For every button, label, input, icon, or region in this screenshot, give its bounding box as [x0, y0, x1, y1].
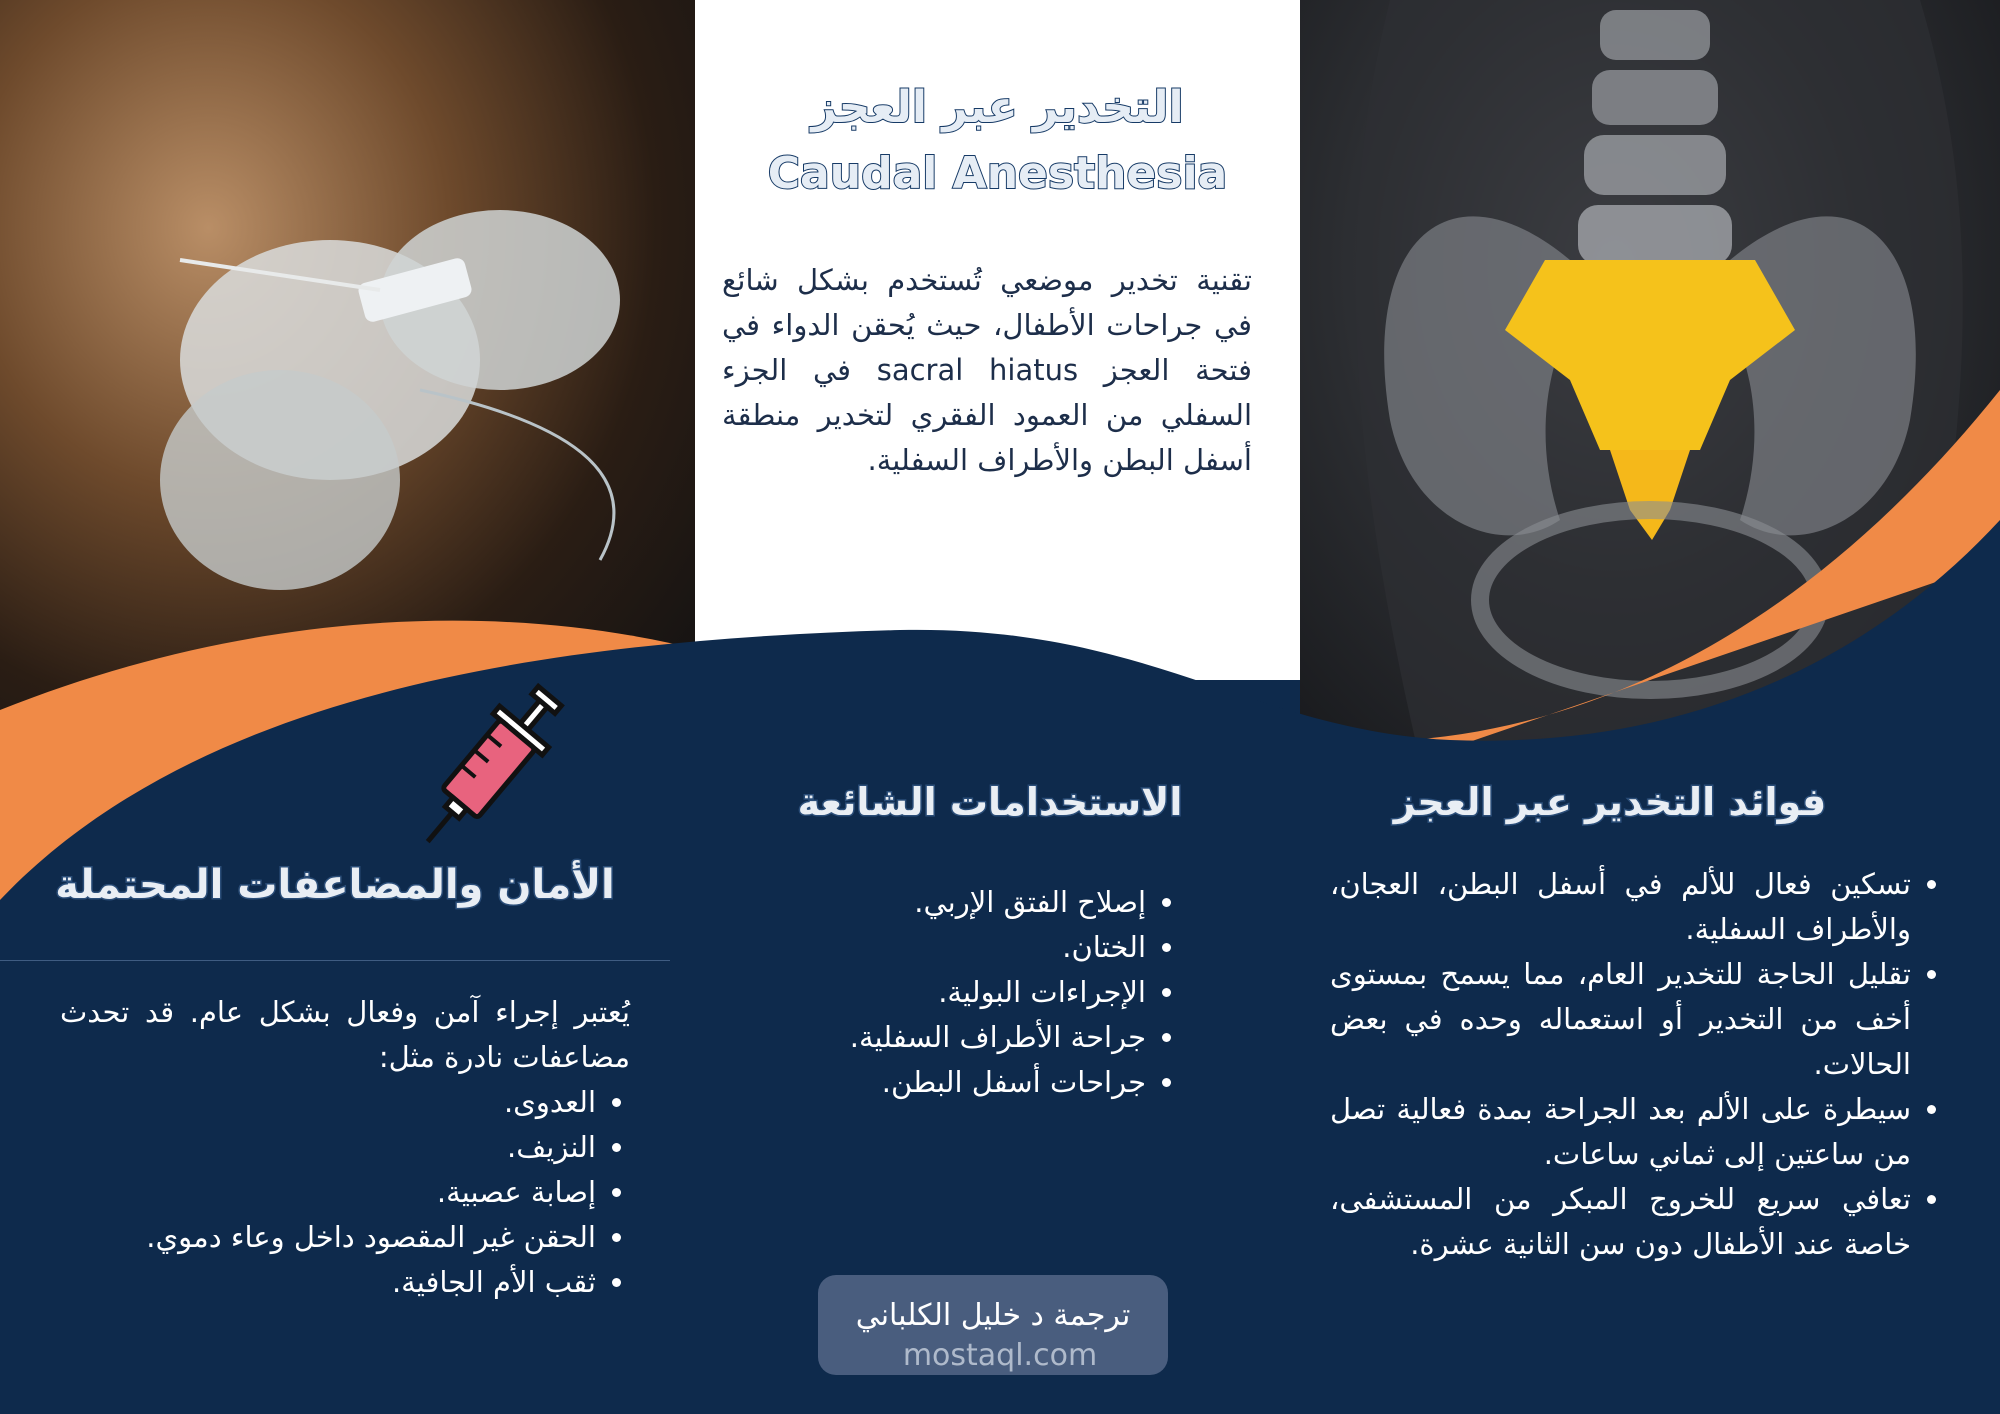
- uses-list: [820, 880, 1180, 1105]
- list-item: • العدوى.: [60, 1080, 596, 1125]
- uses-heading: الاستخدامات الشائعة: [797, 780, 1183, 824]
- list-item: • الحقن غير المقصود داخل وعاء دموي.: [60, 1215, 596, 1260]
- list-item: • جراحة الأطراف السفلية.: [820, 1015, 1146, 1060]
- syringe-icon: [405, 665, 580, 865]
- list-item: • تعافي سريع للخروج المبكر من المستشفى، خاصة عند الأطفال دون سن الثانية عشرة.: [1330, 1177, 1911, 1267]
- list-item: • سيطرة على الألم بعد الجراحة بمدة فعالية تصل من ساعتين إلى ثماني ساعات.: [1330, 1087, 1911, 1177]
- list-item: • تقليل الحاجة للتخدير العام، مما يسمح بمستوى أخف من التخدير أو استعماله وحده في بعض الحالات.: [1330, 952, 1911, 1087]
- safety-heading: الأمان والمضاعفات المحتملة: [55, 862, 615, 908]
- list-item: • ثقب الأم الجافية.: [60, 1260, 596, 1305]
- page-title-arabic: التخدير عبر العجز: [811, 82, 1184, 133]
- list-item: • الختان.: [820, 925, 1146, 970]
- list-item: • تسكين فعال للألم في أسفل البطن، العجان، والأطراف السفلية.: [1330, 862, 1911, 952]
- credit-text: ترجمة د خليل الكلباني: [855, 1298, 1131, 1333]
- intro-paragraph: تقنية تخدير موضعي تُستخدم بشكل شائع في جراحات الأطفال، حيث يُحقن الدواء في فتحة العجز sacral hiatus في الجزء السفلي من العمود الفقري لتخدير منطقة أسفل البطن والأطراف السفلية.: [722, 263, 1252, 477]
- section-divider: [0, 960, 670, 961]
- benefits-heading: فوائد التخدير عبر العجز: [1393, 780, 1827, 824]
- safety-intro: يُعتبر إجراء آمن وفعال بشكل عام. قد تحدث مضاعفات نادرة مثل:: [60, 995, 630, 1074]
- list-item: • الإجراءات البولية.: [820, 970, 1146, 1015]
- list-item: • إصلاح الفتق الإربي.: [820, 880, 1146, 925]
- list-item: • النزيف.: [60, 1125, 596, 1170]
- safety-list: [60, 1080, 630, 1305]
- list-item: • إصابة عصبية.: [60, 1170, 596, 1215]
- benefits-list: [1330, 862, 1945, 1267]
- watermark: mostaql.com: [902, 1338, 1098, 1373]
- list-item: • جراحات أسفل البطن.: [820, 1060, 1146, 1105]
- page-title-english: Caudal Anesthesia: [767, 148, 1228, 199]
